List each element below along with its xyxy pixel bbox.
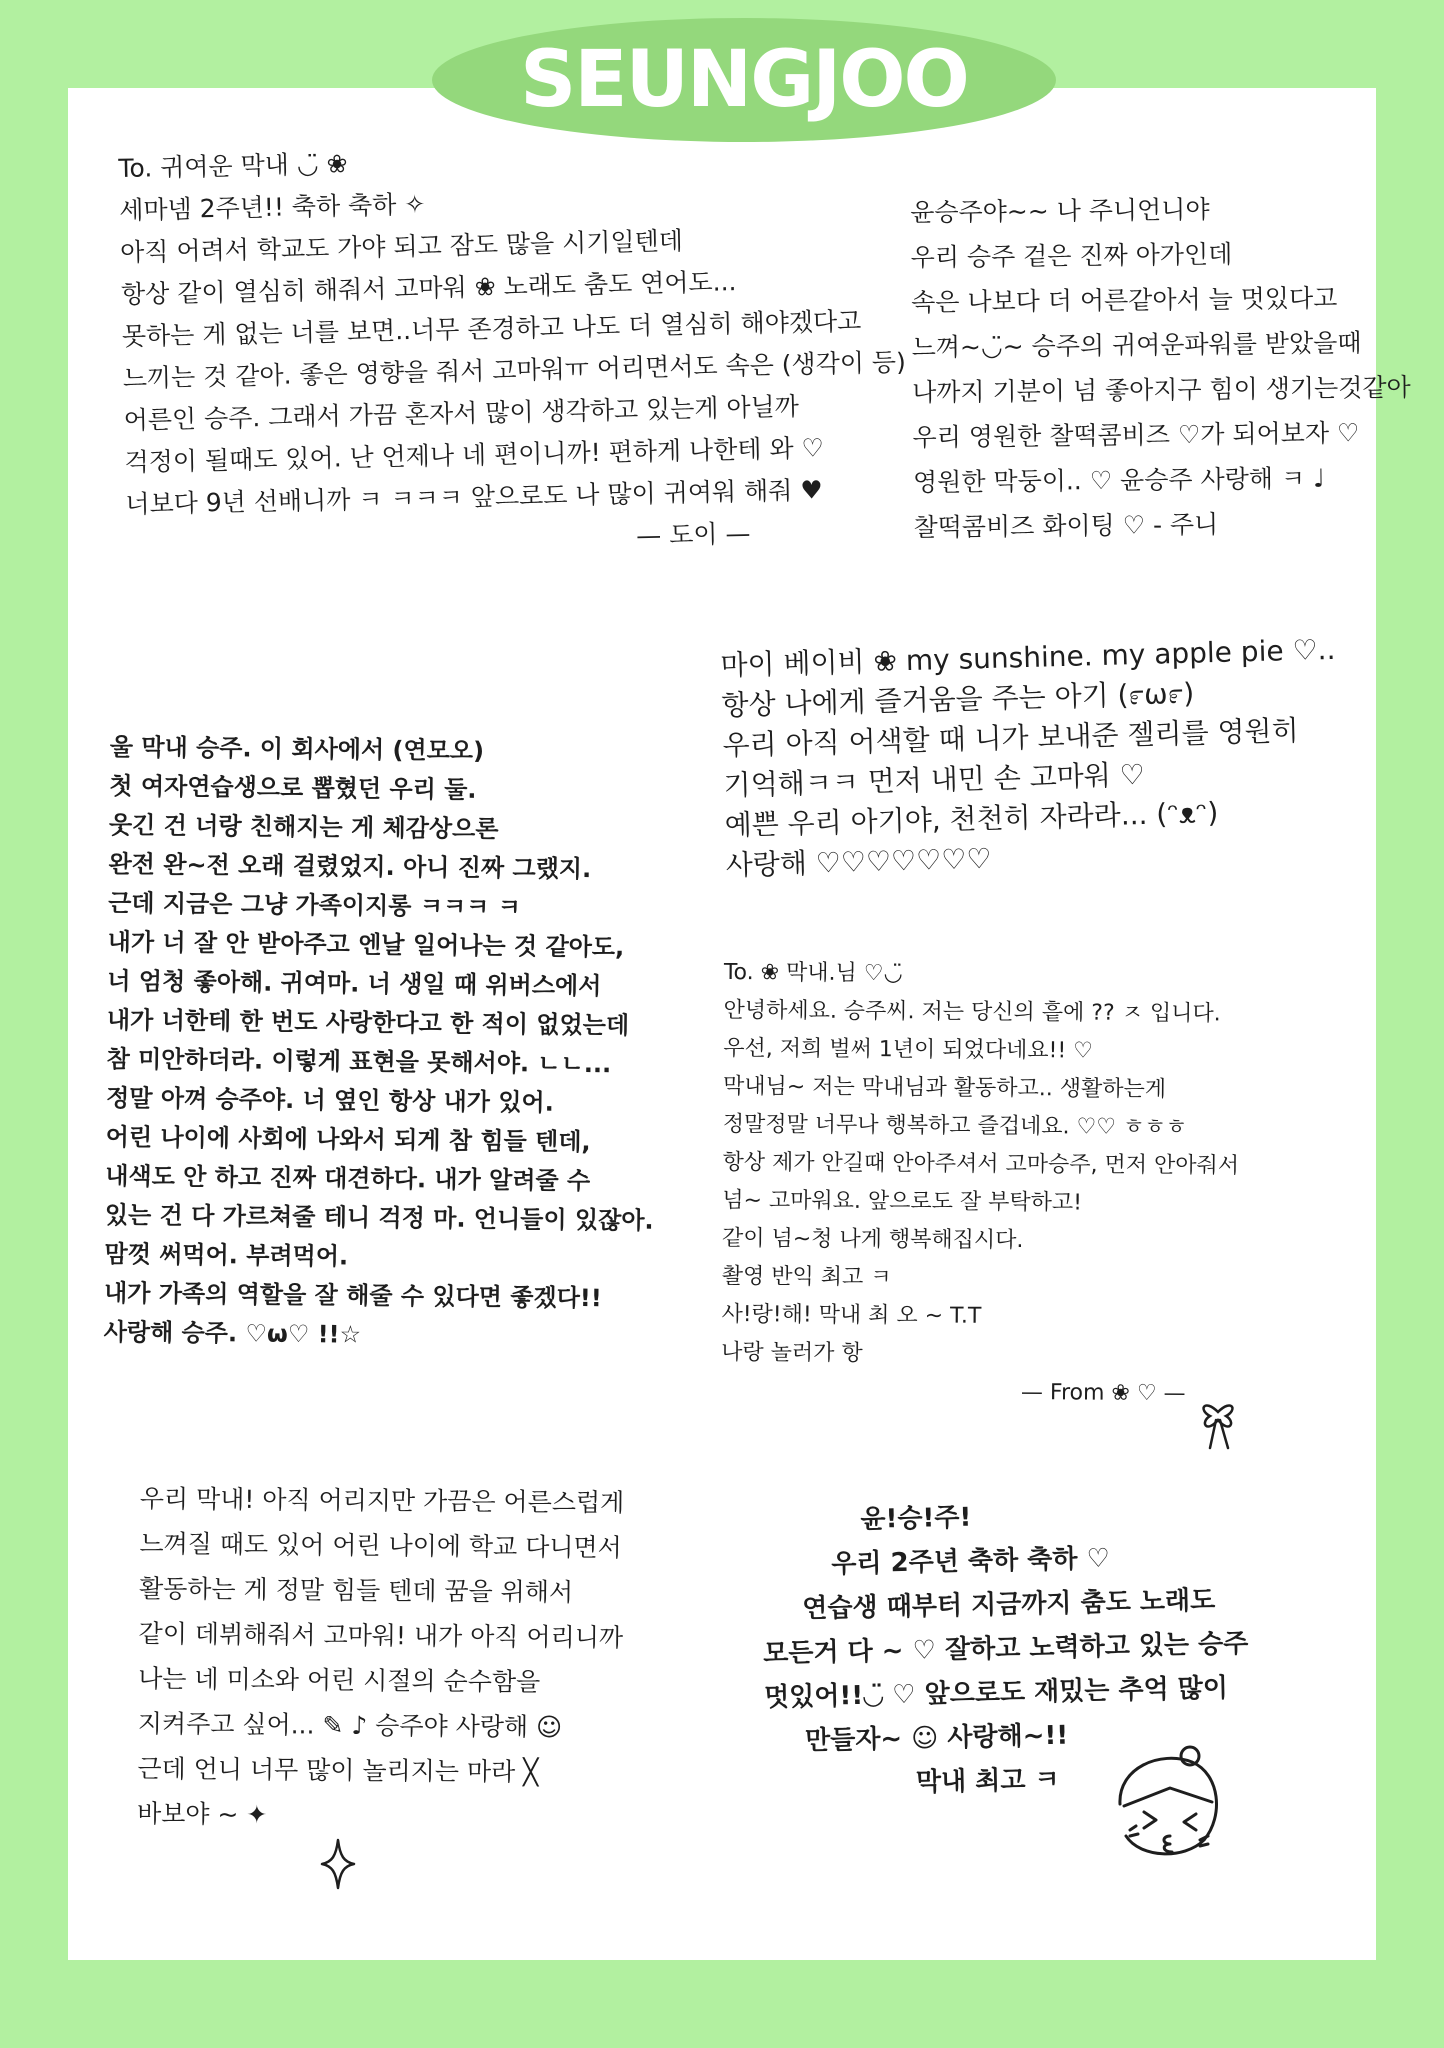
letter-signature: 막내 최고 ㅋ	[915, 1764, 1060, 1798]
letter-line: 세마넴 2주년!! 축하 축하 ✧	[119, 189, 426, 225]
ribbon-icon	[1196, 1396, 1240, 1452]
letter-line: 사랑해 승주. ♡ω♡ !!☆	[103, 1317, 362, 1349]
letter-line: 정말 아껴 승주야. 너 옆인 항상 내가 있어.	[105, 1083, 554, 1117]
letter-line: 연습생 때부터 지금까지 춤도 노래도	[801, 1585, 1216, 1625]
letter-signature: — From ❀ ♡ —	[1020, 1380, 1186, 1407]
letter-signature: — 도이 —	[635, 518, 751, 551]
letter-note-our-maknae	[137, 1476, 625, 1840]
letter-line: 영원한 막둥이.. ♡ 윤승주 사랑해 ㅋ ♩	[912, 463, 1325, 497]
letter-line: 걱정이 될때도 있어. 난 언제나 네 편이니까! 편하게 나한테 와 ♡	[124, 433, 825, 477]
letter-line: 정말정말 너무나 행복하고 즐겁네요. ♡♡ ㅎㅎㅎ	[722, 1111, 1187, 1141]
letter-line: 근데 언니 너무 많이 놀리지는 마라 ╳	[137, 1753, 539, 1787]
letter-line: 막내님~ 저는 막내님과 활동하고.. 생활하는게	[722, 1073, 1167, 1103]
letter-line: 촬영 반익 최고 ㅋ	[721, 1263, 892, 1291]
letter-line: 내가 가족의 역할을 잘 해줄 수 있다면 좋겠다!!	[103, 1278, 602, 1313]
letter-line: 너 엄청 좋아해. 귀여마. 너 생일 때 위버스에서	[107, 966, 602, 1001]
letter-line: 기억해ㅋㅋ 먼저 내민 손 고마워 ♡	[723, 757, 1146, 802]
letter-line: 안녕하세요. 승주씨. 저는 당신의 흩에 ?? ㅈ 입니다.	[723, 997, 1221, 1027]
letter-line: 항상 같이 열심히 해줘서 고마워 ❀ 노래도 춤도 연어도...	[120, 267, 737, 309]
letter-line: 넘~ 고마워요. 앞으로도 잘 부탁하고!	[722, 1187, 1083, 1216]
letter-line: 맘껏 써먹어. 부려먹어.	[104, 1239, 349, 1271]
letter-line: 내색도 안 하고 진짜 대견하다. 내가 알려줄 수	[105, 1161, 591, 1196]
letter-line: 우리 막내! 아직 어리지만 가끔은 어른스럽게	[139, 1483, 625, 1518]
letter-line: 우리 2주년 축하 축하 ♡	[831, 1543, 1111, 1580]
letter-line: 너보다 9년 선배니까 ㅋ ㅋㅋㅋ 앞으로도 나 많이 귀여워 해줘 ♥	[125, 475, 824, 519]
letter-note-my-baby	[720, 630, 1341, 886]
sparkle-icon	[320, 1838, 356, 1890]
letter-line: 항상 제가 안길때 안아주셔서 고마승주, 먼저 안아줘서	[722, 1149, 1240, 1179]
letter-note-maknae-nim	[721, 954, 1241, 1414]
letter-line: 윤승주야~~ 나 주니언니야	[910, 194, 1210, 227]
letter-line: 나는 네 미소와 어린 시절의 순수함을	[138, 1663, 541, 1697]
letter-line: 어른인 승주. 그래서 가끔 혼자서 많이 생각하고 있는게 아닐까	[123, 391, 800, 435]
letter-line: 활동하는 게 정말 힘들 텐데 꿈을 위해서	[138, 1573, 574, 1607]
letter-note-juni	[910, 185, 1412, 550]
letter-line: 첫 여자연습생으로 뽑혔던 우리 둘.	[109, 771, 477, 804]
letter-note-maknae-seungjoo	[103, 728, 658, 1358]
letter-line: 웃긴 건 너랑 친해지는 게 체감상으론	[108, 810, 499, 844]
letter-line: 마이 베이비 ❀ my sunshine. my apple pie ♡..	[720, 632, 1336, 682]
letter-line: 모든거 다 ~ ♡ 잘하고 노력하고 있는 승주	[762, 1628, 1249, 1669]
letter-line: 나랑 놀러가 항	[721, 1339, 863, 1366]
letter-line: 지켜주고 싶어... ✎ ♪ 승주야 사랑해 ☺	[137, 1708, 563, 1742]
letter-line: 찰떡콤비즈 화이팅 ♡ - 주니	[913, 509, 1219, 542]
letter-line: 속은 나보다 더 어른같아서 늘 멋있다고	[911, 283, 1338, 317]
letter-note-doi	[118, 132, 910, 568]
letter-line: 참 미안하더라. 이렇게 표현을 못해서야. ㄴㄴ...	[106, 1044, 612, 1079]
face-doodle-icon	[1100, 1736, 1230, 1866]
letter-line: 있는 건 다 가르쳐줄 테니 걱정 마. 언니들이 있잖아.	[104, 1200, 654, 1235]
letter-line: 바보야 ~ ✦	[136, 1798, 268, 1830]
letter-line: 어린 나이에 사회에 나와서 되게 참 힘들 텐데,	[105, 1122, 591, 1157]
letter-line: 우리 아직 어색할 때 니가 보내준 젤리를 영원히	[722, 713, 1300, 762]
letter-line: 못하는 게 없는 너를 보면..너무 존경하고 나도 더 열심히 해야겠다고	[121, 306, 862, 351]
letter-line: 윤!승!주!	[860, 1502, 972, 1535]
letter-line: 아직 어려서 학교도 가야 되고 잠도 많을 시기일텐데	[119, 226, 684, 267]
letter-line: 우리 승주 겉은 진짜 아가인데	[910, 239, 1233, 272]
letter-line: 내가 너 잘 안 받아주고 엔날 일어나는 것 같아도,	[107, 927, 625, 962]
letter-line: 항상 나에게 즐거움을 주는 아기 (೯ω೯)	[721, 676, 1195, 722]
letter-line: 느껴~◡̈~ 승주의 귀여운파워를 받았을때	[911, 328, 1362, 362]
letter-line: 완전 완~전 오래 걸렸었지. 아니 진짜 그랬지.	[108, 849, 592, 884]
title-banner	[432, 18, 1056, 142]
letter-line: 우리 영원한 찰떡콤비즈 ♡가 되어보자 ♡	[912, 418, 1360, 452]
letter-line: To. 귀여운 막내 ◡̈ ❀	[118, 149, 348, 183]
letter-line: 사랑해 ♡♡♡♡♡♡♡	[725, 841, 992, 882]
letter-line: 우선, 저희 벌써 1년이 되었다네요!! ♡	[723, 1035, 1094, 1064]
letter-line: 같이 데뷔해줘서 고마워! 내가 아직 어리니까	[138, 1618, 624, 1653]
letter-line: 내가 너한테 한 번도 사랑한다고 한 적이 없었는데	[106, 1005, 630, 1040]
letter-line: 울 막내 승주. 이 회사에서 (연모오)	[109, 732, 485, 765]
letter-line: 느껴질 때도 있어 어린 나이에 학교 다니면서	[139, 1528, 622, 1563]
letter-line: 느끼는 것 같아. 좋은 영향을 줘서 고마워ㅠ 어리면서도 속은 (생각이 등)	[122, 347, 907, 393]
letter-line: To. ❀ 막내.님 ♡◡̈	[723, 959, 903, 987]
letter-line: 멋있어!!◡̈ ♡ 앞으로도 재밌는 추억 많이	[763, 1673, 1229, 1713]
letter-line: 사!랑!해! 막내 최 오 ~ T.T	[721, 1301, 982, 1329]
letter-line: 근데 지금은 그냥 가족이지롱 ㅋㅋㅋ ㅋ	[108, 888, 522, 922]
letter-line: 예쁜 우리 아기야, 천천히 자라라... (ᵔᴥᵔ)	[724, 796, 1219, 842]
letter-line: 만들자~ ☺ 사랑해~!!	[804, 1720, 1069, 1757]
letter-line: 같이 넘~청 나게 행복해집시다.	[721, 1225, 1024, 1254]
banner-title: SEUNGJOO	[520, 35, 968, 125]
letter-line: 나까지 기분이 넘 좋아지구 힘이 생기는것같아	[911, 372, 1411, 407]
